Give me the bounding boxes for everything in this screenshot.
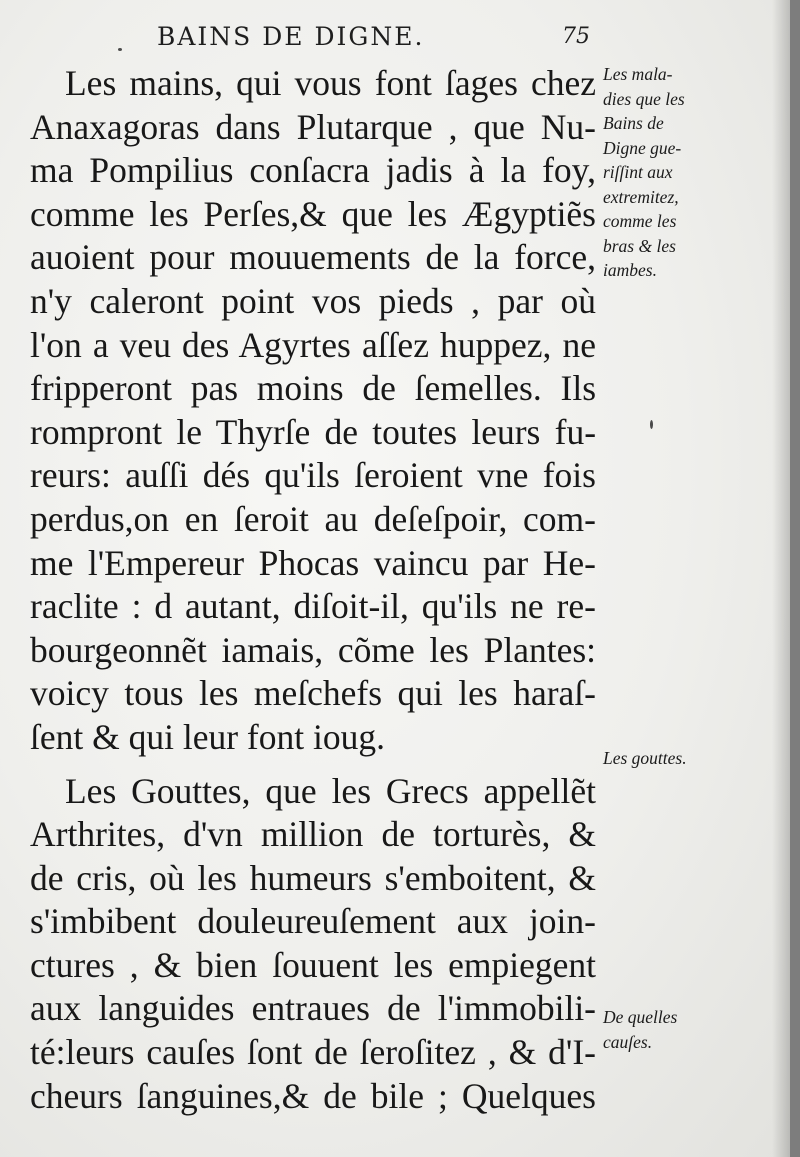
- text-line: me l'Empereur Phocas vaincu par He-: [30, 542, 597, 583]
- margin-note-causes: [603, 1005, 729, 1054]
- text-line: ctures , & bien ſouuent les empiegent: [30, 944, 596, 985]
- text-line: auoient pour mouuements de la force,: [30, 237, 597, 278]
- page-header: [0, 22, 620, 62]
- running-head: BAINS DE DIGNE.: [157, 22, 425, 51]
- margin-note-line: Les gouttes.: [603, 748, 687, 768]
- text-line: comme les Perſes,& que les Ægyptiẽs: [30, 193, 596, 234]
- text-line: rompront le Thyrſe de toutes leurs fu-: [30, 411, 597, 452]
- page-edge-shadow: [772, 0, 790, 1157]
- text-line: bourgeonnẽt iamais, cõme les Plantes:: [30, 629, 597, 670]
- main-text: [30, 62, 596, 1118]
- text-line: s'imbibent douleureuſement aux join-: [30, 901, 596, 942]
- margin-note-line: extremitez,: [603, 186, 679, 207]
- text-line: ma Pompilius conſacra jadis à la foy,: [30, 150, 596, 191]
- margin-note-line: Les mala-: [603, 64, 673, 84]
- margin-note-line: bras & les: [603, 235, 676, 256]
- text-line: perdus,on en ſeroit au deſeſpoir, com-: [30, 498, 596, 539]
- margin-note-line: Bains de: [603, 113, 664, 133]
- text-line: Arthrites, d'vn million de torturès, &: [30, 814, 596, 855]
- text-line: ſent & qui leur font ioug.: [30, 716, 385, 757]
- text-line: raclite : d autant, diſoit-il, qu'ils ne re-: [30, 586, 596, 627]
- ink-speck: [118, 48, 122, 51]
- margin-note-line: iambes.: [603, 260, 657, 280]
- margin-note-diseases: [603, 62, 729, 283]
- text-line: Les Gouttes, que les Grecs appellẽt: [65, 770, 596, 811]
- margin-note-gout: [603, 746, 729, 771]
- text-line: l'on a veu des Agyrtes aſſez huppez, ne: [30, 324, 597, 365]
- text-line: n'y caleront point vos pieds , par où: [30, 280, 596, 321]
- text-line: reurs: auſſi dés qu'ils ſeroient vne fois: [30, 455, 596, 496]
- text-line: Les mains, qui vous font ſages chez: [65, 63, 597, 103]
- margin-note-line: Digne gue-: [603, 137, 682, 158]
- text-line: aux languides entraues de l'immobili-: [30, 988, 597, 1029]
- text-line: Anaxagoras dans Plutarque , que Nu-: [30, 106, 596, 147]
- margin-note-line: dies que les: [603, 88, 685, 109]
- text-line: voicy tous les meſchefs qui les haraſ-: [30, 673, 596, 714]
- ink-speck: [650, 420, 653, 429]
- margin-note-line: De quelles: [603, 1007, 678, 1027]
- margin-note-line: riſſint aux: [603, 162, 673, 182]
- text-line: té:leurs cauſes ſont de ſeroſitez , & d'I-: [30, 1032, 596, 1073]
- text-line: cheurs ſanguines,& de bile ; Quelques: [30, 1075, 596, 1116]
- margin-note-line: cauſes.: [603, 1031, 653, 1052]
- margin-note-line: comme les: [603, 211, 677, 231]
- text-line: fripperont pas moins de ſemelles. Ils: [30, 368, 597, 409]
- page-number: 75: [562, 24, 590, 49]
- text-line: de cris, où les humeurs s'emboitent, &: [30, 857, 597, 898]
